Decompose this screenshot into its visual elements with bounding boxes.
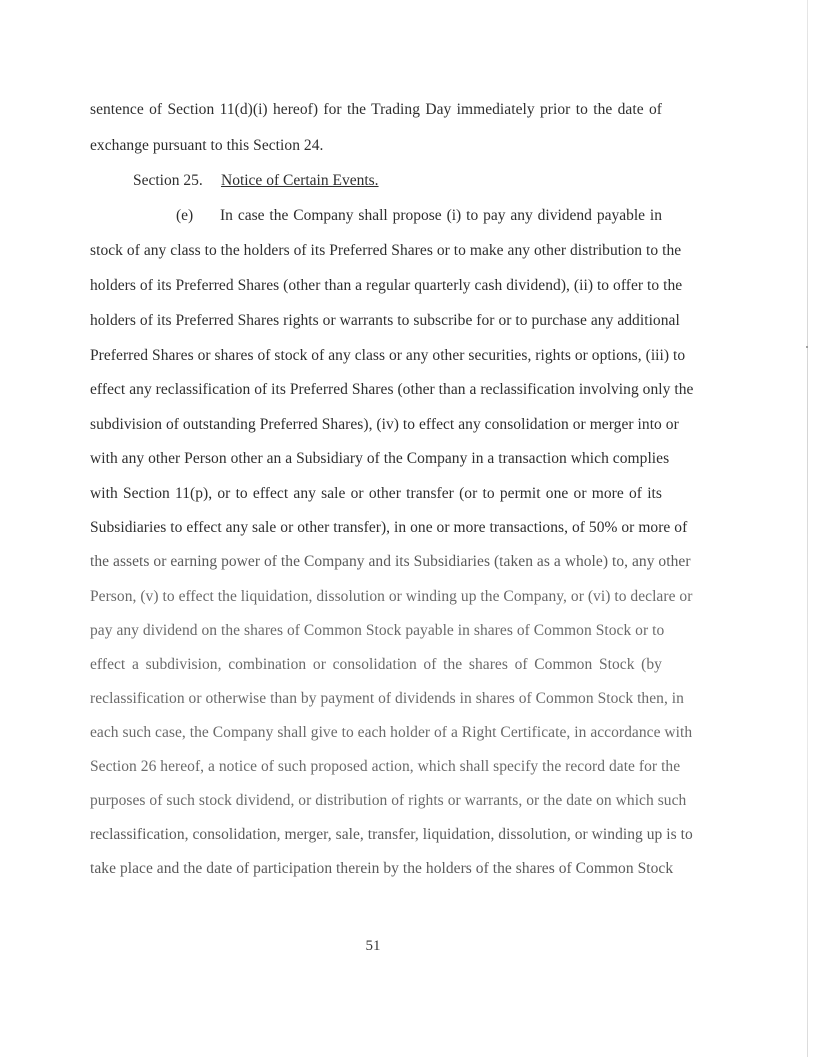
paragraph-line: holders of its Preferred Shares rights or warrants to subscribe for or to purchase any additional bbox=[90, 312, 680, 329]
page-number: 51 bbox=[365, 938, 381, 954]
paragraph-first-line-text: In case the Company shall propose (i) to pay any dividend payable in bbox=[220, 207, 662, 224]
paragraph-line: Preferred Shares or shares of stock of any class or any other securities, rights or options, (iii) to bbox=[90, 347, 686, 364]
paragraph-line: pay any dividend on the shares of Common Stock payable in shares of Common Stock or to bbox=[90, 622, 665, 639]
paragraph-line: effect a subdivision, combination or consolidation of the shares of Common Stock (by bbox=[90, 656, 662, 673]
scan-speck bbox=[806, 346, 808, 348]
intro-line-2: exchange pursuant to this Section 24. bbox=[90, 137, 324, 154]
paragraph-line: effect any reclassification of its Preferred Shares (other than a reclassification involving only the bbox=[90, 381, 694, 398]
paragraph-line: holders of its Preferred Shares (other than a regular quarterly cash dividend), (ii) to offer to the bbox=[90, 277, 683, 294]
paragraph-line: purposes of such stock dividend, or distribution of rights or warrants, or the date on which such bbox=[90, 792, 687, 809]
paragraph-line: Subsidiaries to effect any sale or other transfer), in one or more transactions, of 50% or more of bbox=[90, 519, 688, 536]
paragraph-line: the assets or earning power of the Company and its Subsidiaries (taken as a whole) to, any other bbox=[90, 553, 691, 570]
section-number: Section 25. bbox=[133, 172, 203, 189]
paragraph-line: with any other Person other an a Subsidiary of the Company in a transaction which complies bbox=[90, 450, 670, 467]
paragraph-line: take place and the date of participation therein by the holders of the shares of Common Stock bbox=[90, 860, 674, 877]
paragraph-line: Section 26 hereof, a notice of such proposed action, which shall specify the record date for the bbox=[90, 758, 681, 775]
section-title: Notice of Certain Events. bbox=[221, 172, 379, 189]
intro-line-1: sentence of Section 11(d)(i) hereof) for the Trading Day immediately prior to the date of bbox=[90, 101, 662, 118]
paragraph-line: with Section 11(p), or to effect any sale or other transfer (or to permit one or more of its bbox=[90, 485, 662, 502]
paragraph-line: subdivision of outstanding Preferred Shares), (iv) to effect any consolidation or merger into or bbox=[90, 416, 679, 433]
paragraph-line: Person, (v) to effect the liquidation, dissolution or winding up the Company, or (vi) to declare or bbox=[90, 588, 693, 605]
paragraph-label: (e) bbox=[176, 207, 194, 224]
paragraph-line: reclassification or otherwise than by payment of dividends in shares of Common Stock then, in bbox=[90, 690, 684, 707]
paragraph-line: each such case, the Company shall give to each holder of a Right Certificate, in accordance with bbox=[90, 724, 693, 741]
paragraph-line: stock of any class to the holders of its Preferred Shares or to make any other distribution to the bbox=[90, 242, 682, 259]
scan-edge-line bbox=[807, 0, 808, 1057]
paragraph-line: reclassification, consolidation, merger, sale, transfer, liquidation, dissolution, or winding up is to bbox=[90, 826, 693, 843]
paragraph-first-line bbox=[176, 206, 662, 226]
section-heading bbox=[133, 171, 379, 191]
